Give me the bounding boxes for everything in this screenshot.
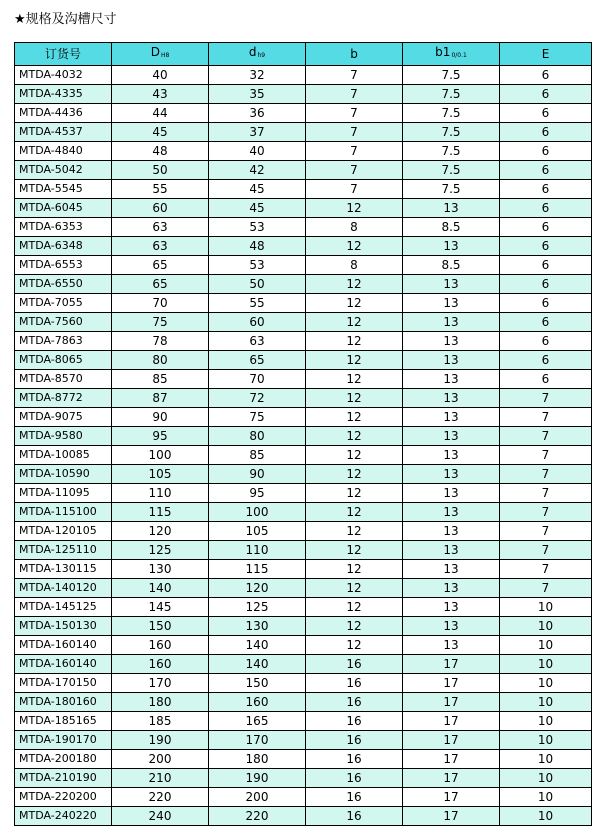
- cell-outer-diameter: 150: [112, 617, 209, 636]
- cell-order-no: MTDA-125110: [15, 541, 112, 560]
- cell-inner-diameter: 65: [209, 351, 306, 370]
- cell-e: 10: [500, 788, 592, 807]
- cell-inner-diameter: 125: [209, 598, 306, 617]
- cell-order-no: MTDA-6553: [15, 256, 112, 275]
- cell-inner-diameter: 35: [209, 85, 306, 104]
- table-row: [15, 294, 592, 313]
- table-row: [15, 389, 592, 408]
- cell-e: 6: [500, 66, 592, 85]
- cell-groove-width: 13: [403, 598, 500, 617]
- table-row: [15, 85, 592, 104]
- cell-order-no: MTDA-9075: [15, 408, 112, 427]
- table-row: [15, 256, 592, 275]
- cell-outer-diameter: 240: [112, 807, 209, 826]
- table-row: [15, 275, 592, 294]
- cell-outer-diameter: 70: [112, 294, 209, 313]
- cell-e: 7: [500, 560, 592, 579]
- cell-inner-diameter: 165: [209, 712, 306, 731]
- cell-groove-width: 13: [403, 294, 500, 313]
- table-row: [15, 465, 592, 484]
- cell-width: 12: [306, 313, 403, 332]
- cell-order-no: MTDA-4032: [15, 66, 112, 85]
- cell-e: 6: [500, 237, 592, 256]
- table-row: [15, 522, 592, 541]
- cell-inner-diameter: 220: [209, 807, 306, 826]
- cell-width: 12: [306, 294, 403, 313]
- cell-order-no: MTDA-170150: [15, 674, 112, 693]
- cell-inner-diameter: 105: [209, 522, 306, 541]
- cell-order-no: MTDA-8772: [15, 389, 112, 408]
- cell-groove-width: 7.5: [403, 85, 500, 104]
- cell-order-no: MTDA-6348: [15, 237, 112, 256]
- cell-order-no: MTDA-8065: [15, 351, 112, 370]
- cell-outer-diameter: 95: [112, 427, 209, 446]
- cell-outer-diameter: 55: [112, 180, 209, 199]
- cell-order-no: MTDA-4436: [15, 104, 112, 123]
- cell-order-no: MTDA-5545: [15, 180, 112, 199]
- cell-groove-width: 13: [403, 579, 500, 598]
- cell-order-no: MTDA-200180: [15, 750, 112, 769]
- table-row: [15, 788, 592, 807]
- cell-inner-diameter: 75: [209, 408, 306, 427]
- table-row: [15, 446, 592, 465]
- cell-order-no: MTDA-7560: [15, 313, 112, 332]
- cell-e: 6: [500, 332, 592, 351]
- cell-groove-width: 8.5: [403, 218, 500, 237]
- cell-inner-diameter: 200: [209, 788, 306, 807]
- cell-width: 7: [306, 66, 403, 85]
- table-row: [15, 655, 592, 674]
- cell-width: 12: [306, 617, 403, 636]
- cell-inner-diameter: 60: [209, 313, 306, 332]
- cell-inner-diameter: 63: [209, 332, 306, 351]
- table-row: [15, 731, 592, 750]
- cell-e: 10: [500, 731, 592, 750]
- cell-order-no: MTDA-6353: [15, 218, 112, 237]
- cell-inner-diameter: 37: [209, 123, 306, 142]
- cell-order-no: MTDA-10085: [15, 446, 112, 465]
- cell-width: 16: [306, 674, 403, 693]
- cell-outer-diameter: 48: [112, 142, 209, 161]
- cell-groove-width: 17: [403, 769, 500, 788]
- cell-inner-diameter: 120: [209, 579, 306, 598]
- cell-width: 12: [306, 579, 403, 598]
- cell-groove-width: 13: [403, 446, 500, 465]
- page-title: ★规格及沟槽尺寸: [14, 12, 117, 27]
- table-row: [15, 180, 592, 199]
- cell-width: 12: [306, 636, 403, 655]
- table-row: [15, 503, 592, 522]
- cell-groove-width: 13: [403, 636, 500, 655]
- table-row: [15, 313, 592, 332]
- cell-inner-diameter: 45: [209, 180, 306, 199]
- cell-outer-diameter: 65: [112, 256, 209, 275]
- cell-e: 6: [500, 142, 592, 161]
- cell-order-no: MTDA-240220: [15, 807, 112, 826]
- cell-e: 7: [500, 522, 592, 541]
- cell-outer-diameter: 180: [112, 693, 209, 712]
- table-row: [15, 199, 592, 218]
- cell-order-no: MTDA-150130: [15, 617, 112, 636]
- table-row: [15, 237, 592, 256]
- cell-groove-width: 17: [403, 712, 500, 731]
- cell-inner-diameter: 95: [209, 484, 306, 503]
- cell-width: 12: [306, 351, 403, 370]
- cell-outer-diameter: 140: [112, 579, 209, 598]
- cell-inner-diameter: 110: [209, 541, 306, 560]
- cell-width: 16: [306, 788, 403, 807]
- cell-width: 16: [306, 655, 403, 674]
- cell-groove-width: 13: [403, 313, 500, 332]
- table-row: [15, 617, 592, 636]
- cell-outer-diameter: 160: [112, 636, 209, 655]
- cell-groove-width: 8.5: [403, 256, 500, 275]
- cell-e: 6: [500, 256, 592, 275]
- cell-outer-diameter: 45: [112, 123, 209, 142]
- cell-width: 12: [306, 598, 403, 617]
- header-width: b: [306, 43, 403, 66]
- cell-outer-diameter: 210: [112, 769, 209, 788]
- cell-order-no: MTDA-5042: [15, 161, 112, 180]
- table-row: [15, 370, 592, 389]
- cell-groove-width: 7.5: [403, 142, 500, 161]
- cell-e: 7: [500, 541, 592, 560]
- table-row: [15, 560, 592, 579]
- cell-outer-diameter: 160: [112, 655, 209, 674]
- cell-e: 6: [500, 85, 592, 104]
- cell-width: 12: [306, 237, 403, 256]
- cell-order-no: MTDA-180160: [15, 693, 112, 712]
- cell-inner-diameter: 190: [209, 769, 306, 788]
- cell-outer-diameter: 130: [112, 560, 209, 579]
- cell-order-no: MTDA-7863: [15, 332, 112, 351]
- table-row: [15, 807, 592, 826]
- table-row: [15, 142, 592, 161]
- cell-e: 10: [500, 769, 592, 788]
- cell-width: 16: [306, 769, 403, 788]
- cell-groove-width: 13: [403, 370, 500, 389]
- table-row: [15, 161, 592, 180]
- cell-groove-width: 17: [403, 788, 500, 807]
- cell-e: 7: [500, 408, 592, 427]
- cell-width: 16: [306, 750, 403, 769]
- cell-inner-diameter: 100: [209, 503, 306, 522]
- cell-outer-diameter: 78: [112, 332, 209, 351]
- cell-order-no: MTDA-190170: [15, 731, 112, 750]
- cell-outer-diameter: 63: [112, 218, 209, 237]
- cell-e: 7: [500, 427, 592, 446]
- cell-width: 8: [306, 218, 403, 237]
- cell-groove-width: 7.5: [403, 104, 500, 123]
- cell-width: 16: [306, 693, 403, 712]
- cell-inner-diameter: 115: [209, 560, 306, 579]
- cell-order-no: MTDA-185165: [15, 712, 112, 731]
- cell-groove-width: 13: [403, 522, 500, 541]
- cell-outer-diameter: 145: [112, 598, 209, 617]
- cell-order-no: MTDA-10590: [15, 465, 112, 484]
- cell-inner-diameter: 140: [209, 636, 306, 655]
- cell-e: 6: [500, 123, 592, 142]
- cell-e: 7: [500, 503, 592, 522]
- cell-e: 10: [500, 674, 592, 693]
- cell-inner-diameter: 48: [209, 237, 306, 256]
- cell-e: 6: [500, 218, 592, 237]
- cell-order-no: MTDA-4537: [15, 123, 112, 142]
- cell-order-no: MTDA-140120: [15, 579, 112, 598]
- table-row: [15, 636, 592, 655]
- cell-width: 12: [306, 503, 403, 522]
- cell-width: 16: [306, 807, 403, 826]
- cell-width: 7: [306, 123, 403, 142]
- cell-e: 6: [500, 370, 592, 389]
- cell-outer-diameter: 220: [112, 788, 209, 807]
- cell-width: 12: [306, 408, 403, 427]
- cell-width: 7: [306, 85, 403, 104]
- cell-width: 7: [306, 161, 403, 180]
- cell-order-no: MTDA-160140: [15, 655, 112, 674]
- cell-width: 12: [306, 560, 403, 579]
- header-inner-diameter: dh9: [209, 43, 306, 66]
- cell-order-no: MTDA-210190: [15, 769, 112, 788]
- table-row: [15, 408, 592, 427]
- cell-width: 12: [306, 275, 403, 294]
- cell-e: 10: [500, 693, 592, 712]
- cell-groove-width: 13: [403, 237, 500, 256]
- cell-inner-diameter: 55: [209, 294, 306, 313]
- cell-e: 6: [500, 199, 592, 218]
- cell-outer-diameter: 63: [112, 237, 209, 256]
- table-row: [15, 769, 592, 788]
- cell-order-no: MTDA-6550: [15, 275, 112, 294]
- cell-e: 7: [500, 446, 592, 465]
- cell-width: 7: [306, 180, 403, 199]
- cell-e: 10: [500, 598, 592, 617]
- table-row: [15, 104, 592, 123]
- cell-outer-diameter: 44: [112, 104, 209, 123]
- cell-inner-diameter: 140: [209, 655, 306, 674]
- cell-groove-width: 13: [403, 484, 500, 503]
- cell-inner-diameter: 85: [209, 446, 306, 465]
- cell-e: 10: [500, 750, 592, 769]
- table-row: [15, 332, 592, 351]
- cell-width: 16: [306, 712, 403, 731]
- cell-e: 6: [500, 161, 592, 180]
- cell-outer-diameter: 190: [112, 731, 209, 750]
- cell-e: 7: [500, 465, 592, 484]
- cell-outer-diameter: 87: [112, 389, 209, 408]
- cell-width: 12: [306, 484, 403, 503]
- cell-outer-diameter: 115: [112, 503, 209, 522]
- cell-width: 12: [306, 522, 403, 541]
- table-row: [15, 123, 592, 142]
- cell-inner-diameter: 72: [209, 389, 306, 408]
- cell-groove-width: 7.5: [403, 180, 500, 199]
- cell-groove-width: 17: [403, 655, 500, 674]
- cell-outer-diameter: 43: [112, 85, 209, 104]
- cell-outer-diameter: 105: [112, 465, 209, 484]
- cell-groove-width: 13: [403, 465, 500, 484]
- cell-order-no: MTDA-4840: [15, 142, 112, 161]
- cell-groove-width: 13: [403, 408, 500, 427]
- cell-inner-diameter: 170: [209, 731, 306, 750]
- cell-width: 16: [306, 731, 403, 750]
- cell-inner-diameter: 45: [209, 199, 306, 218]
- cell-inner-diameter: 42: [209, 161, 306, 180]
- cell-width: 12: [306, 370, 403, 389]
- cell-groove-width: 17: [403, 731, 500, 750]
- cell-outer-diameter: 125: [112, 541, 209, 560]
- cell-width: 12: [306, 389, 403, 408]
- cell-e: 7: [500, 389, 592, 408]
- cell-outer-diameter: 65: [112, 275, 209, 294]
- cell-inner-diameter: 36: [209, 104, 306, 123]
- cell-width: 12: [306, 541, 403, 560]
- cell-inner-diameter: 180: [209, 750, 306, 769]
- cell-groove-width: 13: [403, 617, 500, 636]
- cell-outer-diameter: 170: [112, 674, 209, 693]
- table-row: [15, 750, 592, 769]
- spec-table: [14, 42, 592, 826]
- cell-order-no: MTDA-4335: [15, 85, 112, 104]
- cell-order-no: MTDA-120105: [15, 522, 112, 541]
- cell-outer-diameter: 185: [112, 712, 209, 731]
- cell-width: 12: [306, 427, 403, 446]
- table-row: [15, 218, 592, 237]
- cell-inner-diameter: 53: [209, 256, 306, 275]
- cell-outer-diameter: 90: [112, 408, 209, 427]
- cell-groove-width: 13: [403, 427, 500, 446]
- cell-groove-width: 13: [403, 332, 500, 351]
- table-row: [15, 693, 592, 712]
- cell-groove-width: 13: [403, 503, 500, 522]
- header-outer-diameter: DH8: [112, 43, 209, 66]
- cell-e: 10: [500, 807, 592, 826]
- cell-outer-diameter: 200: [112, 750, 209, 769]
- cell-order-no: MTDA-130115: [15, 560, 112, 579]
- cell-inner-diameter: 160: [209, 693, 306, 712]
- cell-groove-width: 7.5: [403, 123, 500, 142]
- cell-groove-width: 13: [403, 351, 500, 370]
- cell-inner-diameter: 40: [209, 142, 306, 161]
- cell-order-no: MTDA-6045: [15, 199, 112, 218]
- cell-outer-diameter: 60: [112, 199, 209, 218]
- cell-e: 10: [500, 655, 592, 674]
- cell-groove-width: 7.5: [403, 161, 500, 180]
- cell-e: 6: [500, 180, 592, 199]
- cell-e: 10: [500, 636, 592, 655]
- cell-outer-diameter: 100: [112, 446, 209, 465]
- cell-inner-diameter: 32: [209, 66, 306, 85]
- cell-groove-width: 7.5: [403, 66, 500, 85]
- cell-width: 8: [306, 256, 403, 275]
- header-order-no: 订货号: [15, 43, 112, 66]
- cell-order-no: MTDA-9580: [15, 427, 112, 446]
- cell-groove-width: 13: [403, 199, 500, 218]
- table-row: [15, 351, 592, 370]
- cell-width: 7: [306, 104, 403, 123]
- cell-outer-diameter: 80: [112, 351, 209, 370]
- cell-order-no: MTDA-7055: [15, 294, 112, 313]
- cell-inner-diameter: 90: [209, 465, 306, 484]
- table-row: [15, 579, 592, 598]
- cell-groove-width: 13: [403, 541, 500, 560]
- table-row: [15, 541, 592, 560]
- cell-width: 12: [306, 446, 403, 465]
- cell-e: 6: [500, 275, 592, 294]
- cell-outer-diameter: 75: [112, 313, 209, 332]
- cell-groove-width: 17: [403, 693, 500, 712]
- cell-width: 12: [306, 332, 403, 351]
- table-row: [15, 674, 592, 693]
- table-row: [15, 484, 592, 503]
- cell-groove-width: 13: [403, 275, 500, 294]
- cell-order-no: MTDA-115100: [15, 503, 112, 522]
- cell-outer-diameter: 120: [112, 522, 209, 541]
- cell-groove-width: 13: [403, 389, 500, 408]
- cell-e: 6: [500, 294, 592, 313]
- cell-e: 7: [500, 484, 592, 503]
- cell-inner-diameter: 70: [209, 370, 306, 389]
- cell-e: 7: [500, 579, 592, 598]
- cell-groove-width: 17: [403, 807, 500, 826]
- cell-order-no: MTDA-145125: [15, 598, 112, 617]
- cell-e: 10: [500, 617, 592, 636]
- cell-groove-width: 17: [403, 750, 500, 769]
- cell-e: 10: [500, 712, 592, 731]
- cell-groove-width: 17: [403, 674, 500, 693]
- cell-inner-diameter: 53: [209, 218, 306, 237]
- table-row: [15, 427, 592, 446]
- cell-e: 6: [500, 313, 592, 332]
- header-groove-width: b10/0.1: [403, 43, 500, 66]
- cell-inner-diameter: 80: [209, 427, 306, 446]
- cell-inner-diameter: 50: [209, 275, 306, 294]
- cell-order-no: MTDA-220200: [15, 788, 112, 807]
- cell-groove-width: 13: [403, 560, 500, 579]
- cell-order-no: MTDA-11095: [15, 484, 112, 503]
- cell-outer-diameter: 50: [112, 161, 209, 180]
- cell-e: 6: [500, 351, 592, 370]
- cell-width: 12: [306, 465, 403, 484]
- header-e: E: [500, 43, 592, 66]
- cell-outer-diameter: 85: [112, 370, 209, 389]
- cell-order-no: MTDA-160140: [15, 636, 112, 655]
- cell-width: 7: [306, 142, 403, 161]
- header-row: [15, 43, 592, 66]
- cell-outer-diameter: 40: [112, 66, 209, 85]
- table-row: [15, 66, 592, 85]
- cell-inner-diameter: 130: [209, 617, 306, 636]
- cell-order-no: MTDA-8570: [15, 370, 112, 389]
- cell-width: 12: [306, 199, 403, 218]
- cell-inner-diameter: 150: [209, 674, 306, 693]
- table-row: [15, 598, 592, 617]
- cell-e: 6: [500, 104, 592, 123]
- cell-outer-diameter: 110: [112, 484, 209, 503]
- table-row: [15, 712, 592, 731]
